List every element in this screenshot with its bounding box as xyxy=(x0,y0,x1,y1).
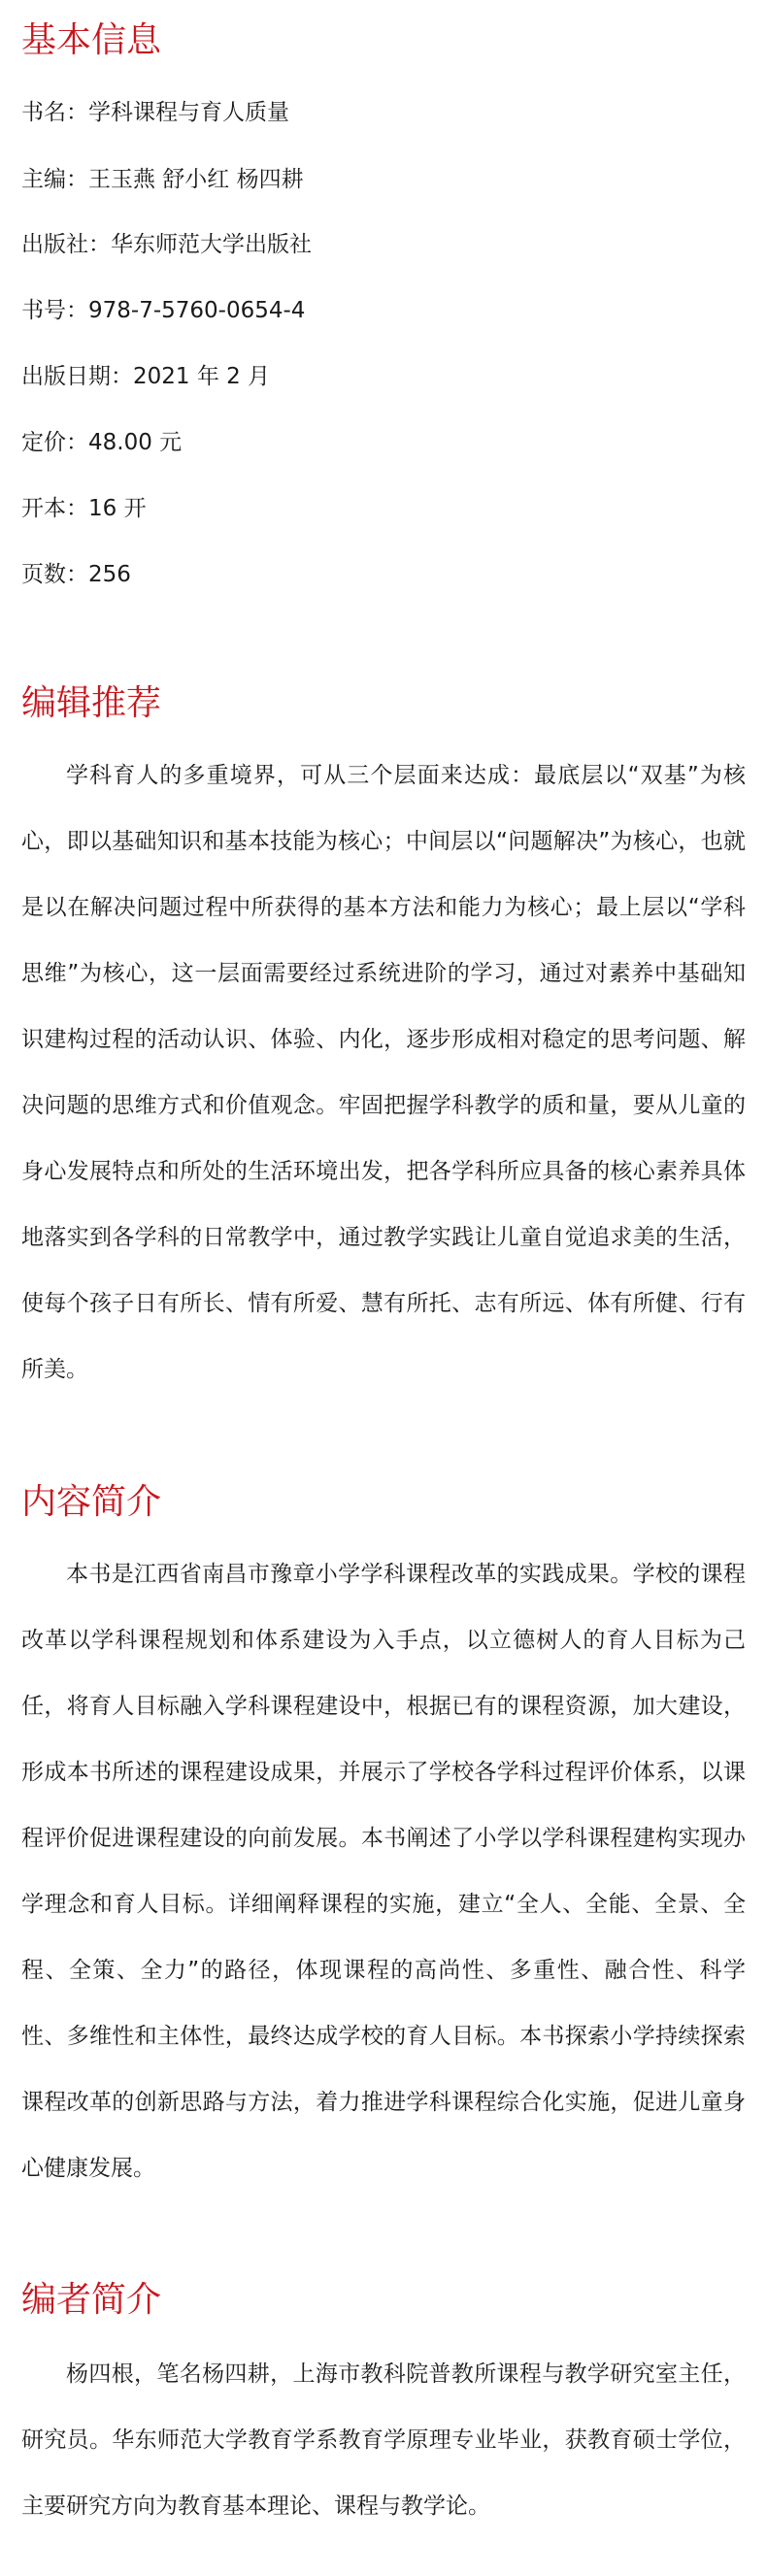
content-summary-text: 本书是江西省南昌市豫章小学学科课程改革的实践成果。学校的课程改革以学科课程规划和体系建设为入手点，以立德树人的育人目标为己任，将育人目标融入学科课程建设中，根据已有的课程资源，加大建设，形成本书所述的课程建设成果，并展示了学校各学科过程评价体系，以课程评价促进课程建设的向前发展。本书阐述了小学以学科课程建构实现办学理念和育人目标。详细阐释课程的实施，建立“全人、全能、全景、全程、全策、全力”的路径，体现课程的高尚性、多重性、融合性、科学性、多维性和主体性，最终达成学校的育人目标。本书探索小学持续探索课程改革的创新思路与方法，着力推进学科课程综合化实施，促进儿童身心健康发展。 xyxy=(21,1562,746,2181)
author-intro-heading: 编者简介 xyxy=(21,2280,162,2320)
editor-recommendation-text: 学科育人的多重境界，可从三个层面来达成：最底层以“双基”为核心，即以基础知识和基本技能为核心；中间层以“问题解决”为核心，也就是以在解决问题过程中所获得的基本方法和能力为核心；最上层以“学科思维”为核心，这一层面需要经过系统进阶的学习，通过对素养中基础知识建构过程的活动认识、体验、内化，逐步形成相对稳定的思考问题、解决问题的思维方式和价值观念。牢固把握学科教学的质和量，要从儿童的身心发展特点和所处的生活环境出发，把各学科所应具备的核心素养具体地落实到各学科的日常教学中，通过教学实践让儿童自觉追求美的生活，使每个孩子日有所长、情有所爱、慧有所托、志有所远、体有所健、行有所美。 xyxy=(21,763,746,1382)
publication-date: 出版日期：2021 年 2 月 xyxy=(21,364,271,389)
content-summary-heading: 内容简介 xyxy=(21,1482,162,1522)
book-format: 开本：16 开 xyxy=(21,496,147,521)
page-count: 页数：256 xyxy=(21,562,131,587)
publisher: 出版社：华东师范大学出版社 xyxy=(21,232,312,257)
editors: 主编：王玉燕 舒小红 杨四耕 xyxy=(21,167,304,192)
book-name: 书名：学科课程与育人质量 xyxy=(21,100,289,125)
price: 定价：48.00 元 xyxy=(21,430,183,455)
author-intro-text: 杨四根，笔名杨四耕，上海市教科院普教所课程与教学研究室主任，研究员。华东师范大学教育学系教育学原理专业毕业，获教育硕士学位，主要研究方向为教育基本理论、课程与教学论。 xyxy=(21,2361,746,2519)
editor-recommendation-heading: 编辑推荐 xyxy=(21,683,162,723)
basic-info-heading: 基本信息 xyxy=(21,20,162,60)
isbn: 书号：978-7-5760-0654-4 xyxy=(21,298,306,323)
